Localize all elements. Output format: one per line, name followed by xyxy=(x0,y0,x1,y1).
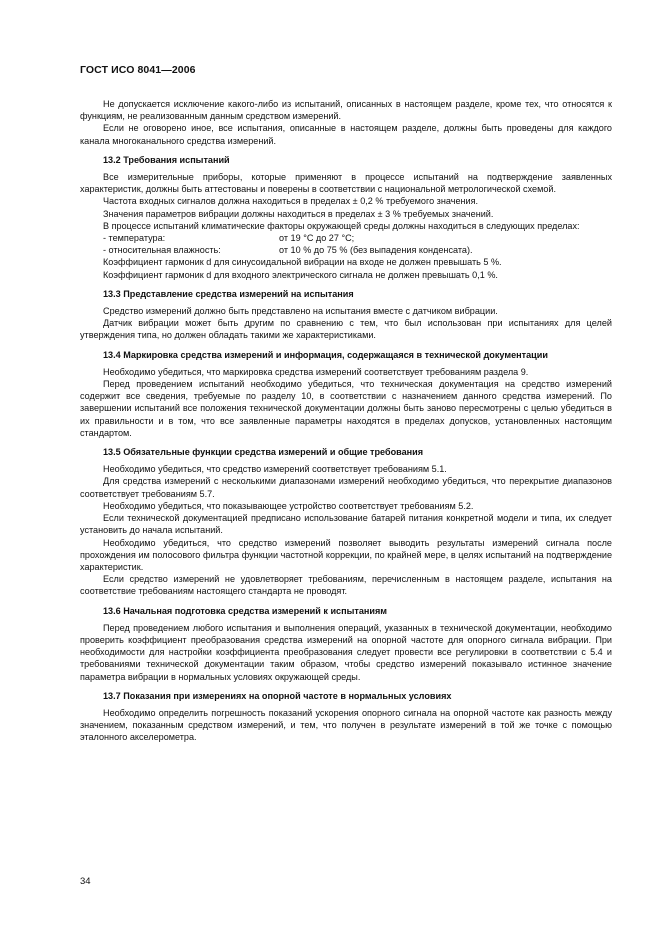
section-13-7-paragraph-1: Необходимо определить погрешность показаний ускорения опорного сигнала на опорной частоте как разность между значением, показанным средством измерений, и тем, что получен в результате измерений в той же точке с помощью эталонного акселерометра. xyxy=(80,707,612,743)
section-13-2-paragraph-1: Все измерительные приборы, которые применяют в процессе испытаний на подтверждение заявленных характеристик, должны быть аттестованы и поверены в соответствии с национальной метрологической схемой. xyxy=(80,172,612,195)
section-13-4-paragraph-1: Необходимо убедиться, что маркировка средства измерений соответствует требованиям раздела 9. xyxy=(103,366,529,377)
section-13-5-paragraph-5: Необходимо убедиться, что средство измерений позволяет выводить результаты измерений сигнала после прохождения им полосового фильтра функции частотной коррекции, по крайней мере, в целях испытаний на подтверждение характеристик. xyxy=(80,537,612,572)
section-13-5-paragraph-4: Если технической документацией предписано использование батарей питания конкретной модели и типа, их следует установить до начала испытаний. xyxy=(80,513,612,536)
section-13-3-paragraph-1: Средство измерений должно быть представлено на испытания вместе с датчиком вибрации. xyxy=(103,306,498,317)
section-13-2-title: 13.2 Требования испытаний xyxy=(103,154,230,165)
section-13-5-paragraph-6: Если средство измерений не удовлетворяет требованиям, перечисленным в настоящем разделе, испытания на соответствие требованиям настоящего стандарта не проводят. xyxy=(80,574,612,597)
temperature-label: - температура: xyxy=(103,233,166,244)
section-13-2-paragraph-6: Коэффициент гармоник d для входного электрического сигнала не должен превышать 0,1 %. xyxy=(103,269,498,280)
section-13-2-paragraph-5: Коэффициент гармоник d для синусоидальной вибрации на входе не должен превышать 5 %. xyxy=(103,257,502,268)
section-13-6-paragraph-1: Перед проведением любого испытания и выполнения операций, указанных в технической документации, необходимо проверить коэффициент преобразования средства измерений на опорной частоте для опорного сигнала вибрации. При необходимости для настройки коэффициента преобразования следует провести все регулировки в соответствии с 5.4 и требованиями технической документации таким образом, чтобы средство измерений показывало истинное значение параметра вибрации в нормальных условиях окружающей среды. xyxy=(80,622,612,682)
section-13-2-paragraph-2: Частота входных сигналов должна находиться в пределах ± 0,2 % требуемого значения. xyxy=(103,196,479,207)
section-13-5-paragraph-1: Необходимо убедиться, что средство измерений соответствует требованиям 5.1. xyxy=(103,464,447,475)
section-13-2-paragraph-4: В процессе испытаний климатические факторы окружающей среды должны находиться в следующих пределах: xyxy=(103,220,580,231)
humidity-label: - относительная влажность: xyxy=(103,245,221,256)
temperature-value: от 19 °С до 27 °С; xyxy=(279,233,355,244)
section-13-5-paragraph-3: Необходимо убедиться, что показывающее устройство соответствует требованиям 5.2. xyxy=(103,500,474,511)
section-13-5-title: 13.5 Обязательные функции средства измерений и общие требования xyxy=(103,447,424,458)
document-header: ГОСТ ИСО 8041—2006 xyxy=(80,64,196,76)
section-13-5-paragraph-2: Для средства измерений с несколькими диапазонами измерений необходимо убедиться, что перекрытие диапазонов соответствует требованиям 5.7. xyxy=(80,476,612,499)
section-13-7-title: 13.7 Показания при измерениях на опорной частоте в нормальных условиях xyxy=(103,690,452,701)
section-13-2-paragraph-3: Значения параметров вибрации должны находиться в пределах ± 3 % требуемых значений. xyxy=(103,208,494,219)
humidity-value: от 10 % до 75 % (без выпадения конденсата). xyxy=(279,245,473,256)
document-page xyxy=(80,64,612,744)
section-13-4-paragraph-2: Перед проведением испытаний необходимо убедиться, что техническая документация на средство измерений содержит все сведения, требуемые по разделу 10, в соответствии с назначением данного средства измерений. По завершении испытаний все положения технической документации должны быть заново пересмотрены с целью убедиться в их правильности и в том, что все заявленные параметры находятся в пределах допусков, установленных настоящим стандартом. xyxy=(80,379,612,438)
humidity-row xyxy=(80,244,612,256)
intro-paragraph-2: Если не оговорено иное, все испытания, описанные в настоящем разделе, должны быть проведены для каждого канала многоканального средства измерений. xyxy=(80,123,612,146)
section-13-3-title: 13.3 Представление средства измерений на испытания xyxy=(103,288,354,299)
temperature-row xyxy=(80,232,612,244)
section-13-4-title: 13.4 Маркировка средства измерений и информация, содержащаяся в технической документации xyxy=(103,349,548,360)
section-13-6-title: 13.6 Начальная подготовка средства измерений к испытаниям xyxy=(103,605,388,616)
section-13-3-paragraph-2: Датчик вибрации может быть другим по сравнению с тем, что был использован при испытаниях для целей утверждения типа, но должен обладать такими же характеристиками. xyxy=(80,318,612,341)
page-number: 34 xyxy=(80,876,91,887)
intro-paragraph-1: Не допускается исключение какого-либо из испытаний, описанных в настоящем разделе, кроме тех, что относятся к функциям, не реализованным данным средством измерений. xyxy=(80,99,612,122)
